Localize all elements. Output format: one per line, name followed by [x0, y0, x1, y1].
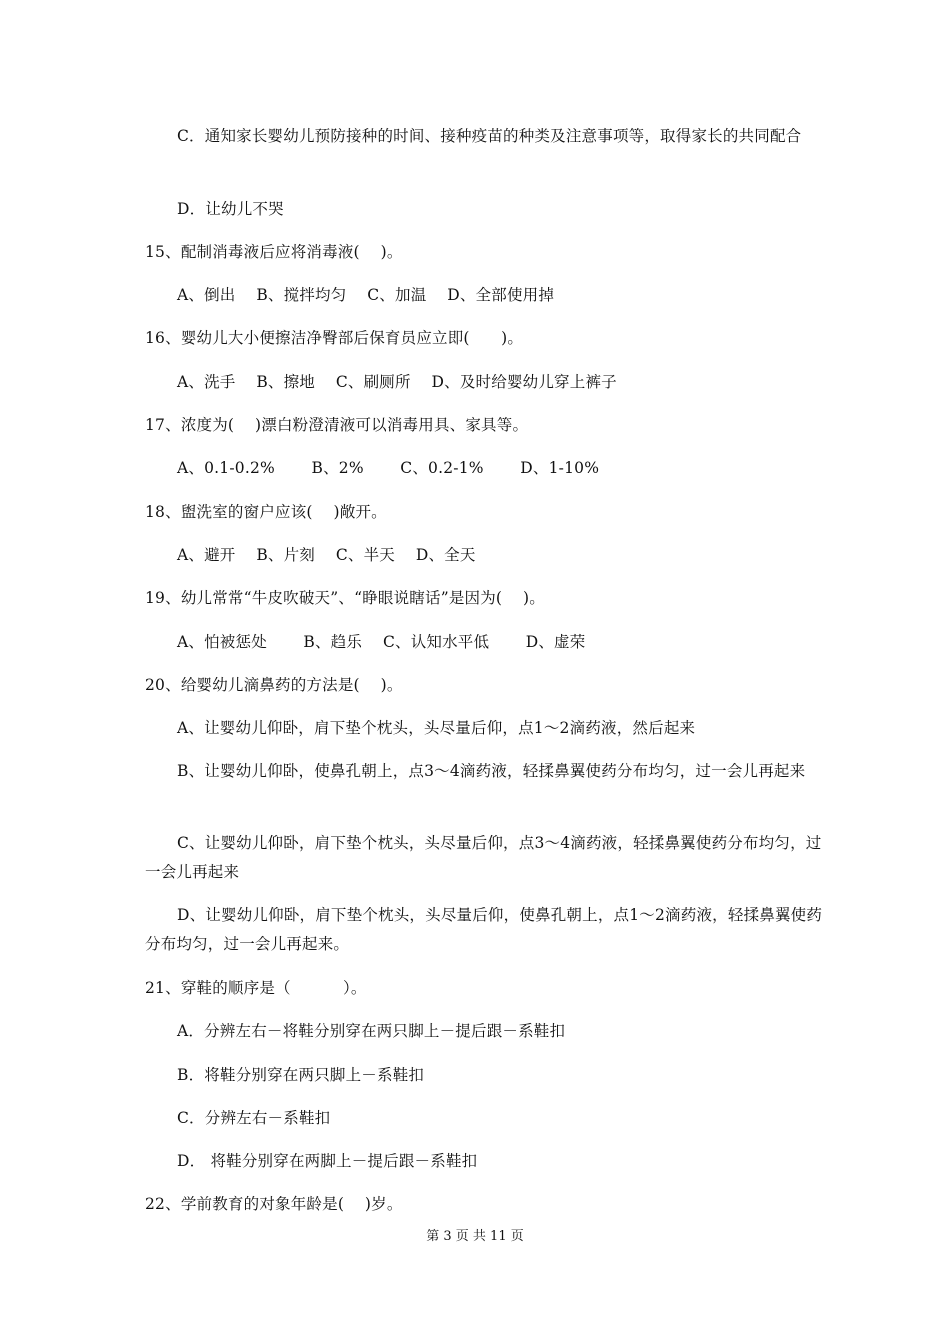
question-21-option-b: B．将鞋分别穿在两只脚上－系鞋扣 — [177, 1066, 425, 1084]
question-18-options: A、避开 B、片刻 C、半天 D、全天 — [177, 546, 476, 564]
question-21-option-c: C．分辨左右－系鞋扣 — [177, 1109, 331, 1127]
question-20-option-a: A、让婴幼儿仰卧，肩下垫个枕头，头尽量后仰，点1～2滴药液，然后起来 — [177, 719, 696, 737]
question-20-option-b: B、让婴幼儿仰卧，使鼻孔朝上，点3～4滴药液，轻揉鼻翼使药分布均匀，过一会儿再起来 — [177, 762, 806, 780]
question-20-option-d: D、让婴幼儿仰卧，肩下垫个枕头，头尽量后仰，使鼻孔朝上，点1～2滴药液，轻揉鼻翼使药分布均匀，过一会儿再起来。 — [145, 906, 823, 953]
question-16-options: A、洗手 B、擦地 C、刷厕所 D、及时给婴幼儿穿上裤子 — [177, 373, 617, 391]
question-15: 15、配制消毒液后应将消毒液( )。 — [145, 243, 403, 261]
question-18: 18、盥洗室的窗户应该( )敞开。 — [145, 503, 387, 521]
question-21: 21、穿鞋的顺序是（ ）。 — [145, 979, 367, 997]
q14-option-d: D．让幼儿不哭 — [177, 200, 284, 218]
question-21-option-d: D． 将鞋分别穿在两脚上－提后跟－系鞋扣 — [177, 1152, 478, 1170]
question-20-option-c: C、让婴幼儿仰卧，肩下垫个枕头，头尽量后仰，点3～4滴药液，轻揉鼻翼使药分布均匀，过一会儿再起来 — [145, 834, 822, 881]
question-16: 16、婴幼儿大小便擦洁净臀部后保育员应立即( )。 — [145, 329, 524, 347]
question-20: 20、给婴幼儿滴鼻药的方法是( )。 — [145, 676, 403, 694]
question-22: 22、学前教育的对象年龄是( )岁。 — [145, 1195, 403, 1213]
question-17: 17、浓度为( )漂白粉澄清液可以消毒用具、家具等。 — [145, 416, 529, 434]
question-21-option-a: A．分辨左右－将鞋分别穿在两只脚上－提后跟－系鞋扣 — [177, 1022, 566, 1040]
question-15-options: A、倒出 B、搅拌均匀 C、加温 D、全部使用掉 — [177, 286, 555, 304]
question-19-options: A、怕被惩处 B、趋乐 C、认知水平低 D、虚荣 — [177, 633, 586, 651]
q14-option-c: C．通知家长婴幼儿预防接种的时间、接种疫苗的种类及注意事项等，取得家长的共同配合 — [177, 127, 802, 145]
question-19: 19、幼儿常常“牛皮吹破天”、“睁眼说瞎话”是因为( )。 — [145, 589, 545, 607]
page-footer: 第 3 页 共 11 页 — [426, 1229, 524, 1244]
question-17-options: A、0.1-0.2% B、2% C、0.2-1% D、1-10% — [177, 459, 600, 477]
